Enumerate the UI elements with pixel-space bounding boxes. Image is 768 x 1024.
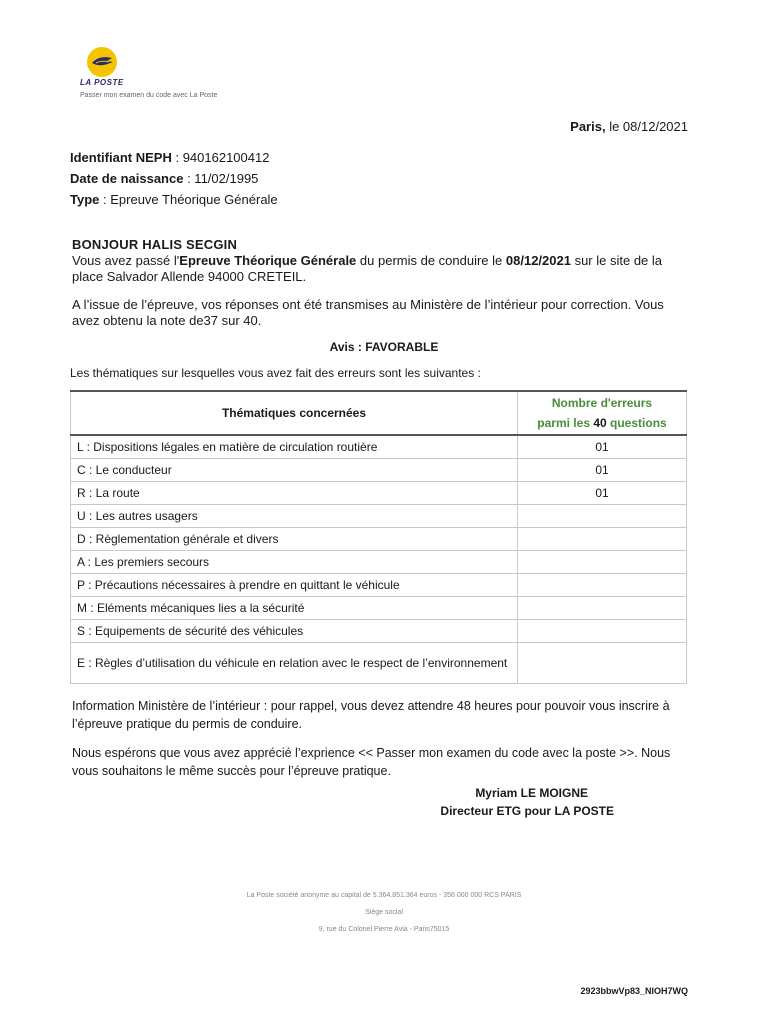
col-themes-header: Thématiques concernées [71,391,518,435]
verdict-text: Avis : FAVORABLE [329,340,439,354]
table-row [71,597,687,620]
col-errors-header [518,391,687,435]
la-poste-logo [72,46,252,104]
theme-label: P : Précautions nécessaires à prendre en quittant le véhicule [71,574,518,597]
theme-label: A : Les premiers secours [71,551,518,574]
date-text: le 08/12/2021 [609,119,688,134]
theme-errors [518,643,687,684]
date-city: Paris, [570,119,606,134]
type-label: Type [70,192,100,207]
theme-errors: 01 [518,482,687,505]
theme-label: E : Règles d’utilisation du véhicule en relation avec le respect de l’environnement [71,643,518,684]
footer-address: 9, rue du Colonel Pierre Avia - Paris75015 [318,926,450,933]
footer-company: La Poste société anonyme au capital de 5.364.851.364 euros - 356 000 000 RCS PARIS [246,892,522,899]
theme-label: S : Equipements de sécurité des véhicules [71,620,518,643]
greeting: BONJOUR HALIS SECGIN [72,237,238,252]
table-row [71,459,687,482]
closing-paragraph: Nous espérons que vous avez apprécié l’exprience << Passer mon examen du code avec la poste >>. Nous vous souhaitons le même succès pour l’épreuve pratique. [72,746,671,778]
col-errors-header-line1: Nombre d'erreurs [551,396,653,410]
theme-label: R : La route [71,482,518,505]
neph-line [70,150,269,165]
brand-tagline: Passer mon examen du code avec La Poste [80,92,218,99]
birthdate-label: Date de naissance [70,171,184,186]
la-poste-bird-icon [86,46,118,78]
signatory-name-text: Myriam LE MOIGNE [475,786,588,800]
errors-intro: Les thématiques sur lesquelles vous avez fait des erreurs sont les suivantes : [70,366,481,380]
p1-part-e: sur le site de la place Salvador Allende 94000 CRETEIL. [72,253,663,284]
theme-label: M : Eléments mécaniques lies a la sécurité [71,597,518,620]
theme-label: D : Règlementation générale et divers [71,528,518,551]
theme-errors [518,528,687,551]
table-row [71,528,687,551]
table-row [71,505,687,528]
verdict [0,340,768,354]
theme-errors [518,574,687,597]
theme-errors [518,505,687,528]
type-value: : Epreuve Théorique Générale [103,192,278,207]
table-row [71,482,687,505]
col-errors-header-pre: parmi les [537,416,594,430]
type-line [70,192,278,207]
table-row [71,574,687,597]
table-row [71,551,687,574]
table-header-row [71,391,687,435]
p1-part-a: Vous avez passé l' [72,253,180,268]
error-themes-table [70,390,687,684]
theme-errors: 01 [518,435,687,459]
letter-date [570,119,688,134]
theme-errors [518,620,687,643]
col-errors-header-post: questions [606,416,667,430]
theme-label: C : Le conducteur [71,459,518,482]
theme-errors [518,551,687,574]
theme-errors [518,597,687,620]
table-row [71,435,687,459]
p1-exam-date: 08/12/2021 [505,253,571,268]
signatory-title [0,804,768,818]
document-reference: 2923bbwVp83_NIOH7WQ [580,986,688,996]
p1-exam-type: Epreuve Théorique Générale [179,253,357,268]
theme-errors: 01 [518,459,687,482]
theme-label: L : Dispositions légales en matière de circulation routière [71,435,518,459]
signatory-name [0,786,768,800]
neph-value: : 940162100412 [175,150,270,165]
p1-part-c: du permis de conduire le [356,253,506,268]
col-errors-header-num: 40 [593,416,607,430]
theme-label: U : Les autres usagers [71,505,518,528]
brand-name: LA POSTE [80,78,124,87]
table-row [71,620,687,643]
table-row [71,643,687,684]
neph-label: Identifiant NEPH [70,150,172,165]
result-paragraph: A l’issue de l’épreuve, vos réponses ont été transmises au Ministère de l’intérieur pour correction. Vous avez obtenu la note de37 sur 40. [72,297,664,328]
signatory-title-text: Directeur ETG pour LA POSTE [440,804,614,818]
footer-seat-label: Siège social [365,909,403,916]
birthdate-line [70,171,258,186]
exam-paragraph [72,253,692,285]
ministry-info: Information Ministère de l’intérieur : pour rappel, vous devez attendre 48 heures pour pouvoir vous inscrire à l’épreuve pratique du permis de conduire. [72,699,670,731]
birthdate-value: : 11/02/1995 [187,171,259,186]
